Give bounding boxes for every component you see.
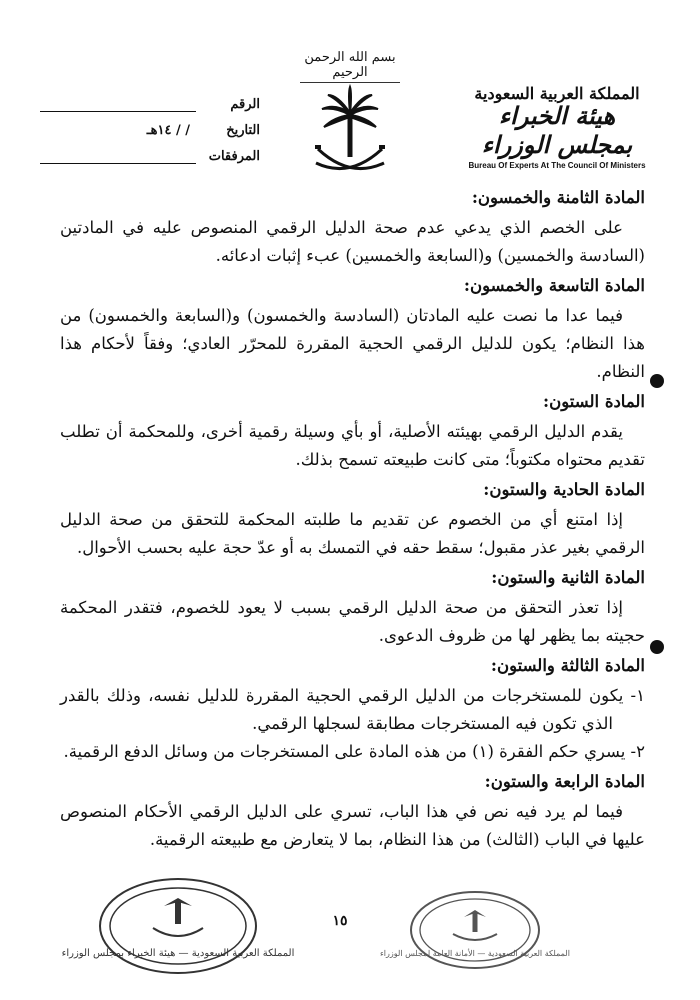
kingdom-name: المملكة العربية السعودية [474,84,640,103]
center-emblem [300,50,400,182]
ref-label: الرقم [230,97,260,112]
article-59 [60,272,645,386]
article-62 [60,564,645,650]
article-heading: المادة الثانية والستون: [491,568,645,587]
reference-block [40,86,260,164]
bureau-name-english: Bureau Of Experts At The Council Of Ministers [468,161,646,170]
attachments-label: المرفقات [208,149,260,164]
article-text: إذا تعذر التحقق من صحة الدليل الرقمي بسبب لا يعود للخصوم، فتقدر المحكمة حجيته بما يظهر لها من ظروف الدعوى. [60,598,645,645]
date-value: / / ١٤هـ [146,123,190,138]
date-row [40,112,260,138]
seal-right-text: المملكة العربية السعودية — الأمانة العامة لمجلس الوزراء [380,949,570,958]
document-body [60,182,645,854]
article-heading: المادة الحادية والستون: [483,480,645,499]
article-63 [60,652,645,766]
article-58 [60,184,645,270]
article-text: فيما عدا ما نصت عليه المادتان (السادسة والخمسون) و(السابعة والخمسون) من هذا النظام؛ يكون للدليل الرقمي الحجية المقررة للمحرّر العادي؛ وفقاً لأحكام هذا النظام. [60,306,645,381]
article-heading: المادة الثالثة والستون: [490,656,645,675]
date-label: التاريخ [226,123,260,138]
article-item: ٢- يسري حكم الفقرة (١) من هذه المادة على المستخرجات من وسائل الدفع الرقمية. [63,742,645,761]
bureau-name-arabic: هيئة الخبراء بمجلس الوزراء [481,101,633,159]
bureau-seal-icon [61,876,295,976]
ref-line [40,97,196,112]
article-text: إذا امتنع أي من الخصوم عن تقديم ما طلبته المحكمة للتحقق من صحة الدليل الرقمي بغير عذر مقبول؛ سقط حقه في التمسك به أو عدّ حجة عليه بحسب الأحوال. [60,510,645,557]
page-number: ١٥ [332,913,348,929]
seal-left-text: المملكة العربية السعودية — هيئة الخبراء بمجلس الوزراء [61,948,295,959]
punch-hole-mark [650,640,664,654]
article-60 [60,388,645,474]
secretariat-seal-icon [380,888,570,972]
attachments-row [40,138,260,164]
article-text: يقدم الدليل الرقمي بهيئته الأصلية، أو بأي وسيلة رقمية أخرى، وللمحكمة أن تطلب تقديم محتواه مكتوباً؛ متى كانت طبيعته تسمح بذلك. [60,422,645,469]
article-text: على الخصم الذي يدعي عدم صحة الدليل الرقمي المنصوص عليه في المادتين (السادسة والخمسين) و(السابعة والخمسين) عبء إثبات ادعائه. [60,218,645,265]
article-heading: المادة الستون: [543,392,645,411]
organization-block [462,84,652,170]
article-item: ١- يكون للمستخرجات من الدليل الرقمي الحجية المقررة للدليل نفسه، وذلك بالقدر الذي تكون فيه المستخرجات مطابقة لسجلها الرقمي. [60,686,645,733]
article-61 [60,476,645,562]
palm-swords-icon [310,83,390,178]
basmala: بسم الله الرحمن الرحيم [300,50,400,83]
article-text: فيما لم يرد فيه نص في هذا الباب، تسري على الدليل الرقمي الأحكام المنصوص عليها في الباب (الثالث) من هذا النظام، بما لا يتعارض مع طبيعته الرقمية. [60,802,645,849]
punch-hole-mark [650,374,664,388]
article-heading: المادة التاسعة والخمسون: [463,276,645,295]
article-heading: المادة الرابعة والستون: [484,772,645,791]
ref-row [40,86,260,112]
article-64 [60,768,645,854]
attachments-line [40,149,196,164]
article-heading: المادة الثامنة والخمسون: [471,188,645,207]
